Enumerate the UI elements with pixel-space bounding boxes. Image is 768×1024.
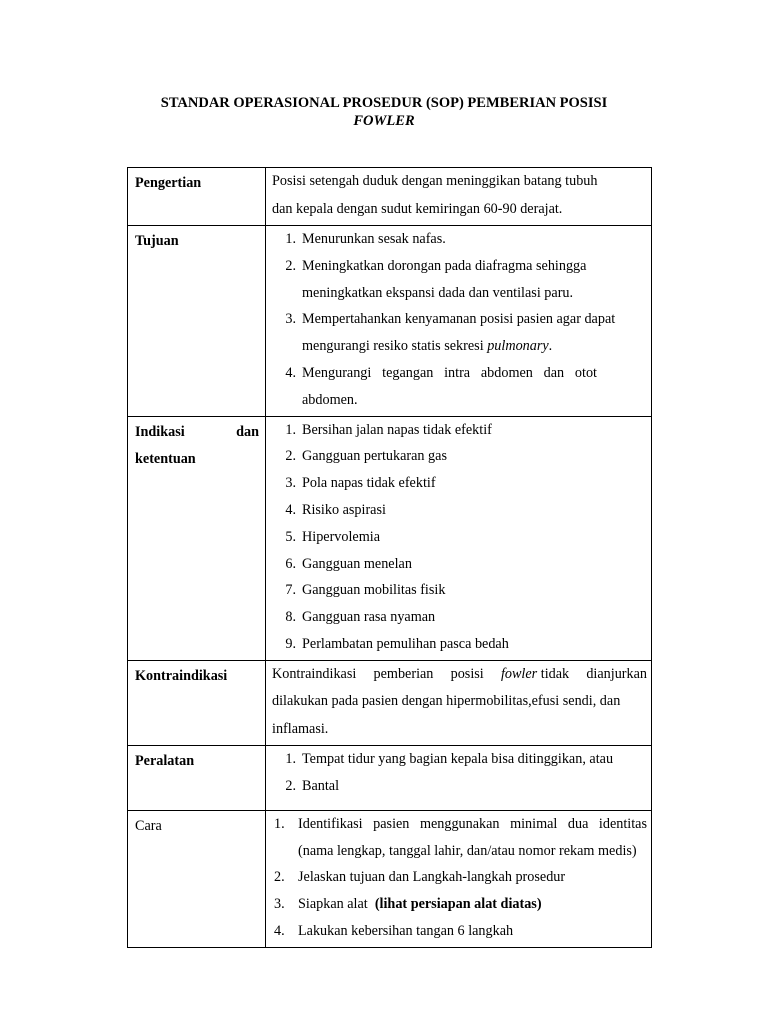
content-peralatan [266, 746, 652, 811]
label-indikasi: Indikasi dan ketentuan [128, 416, 266, 660]
kontraindikasi-line-2: dilakukan pada pasien dengan hipermobilitas,efusi sendi, dan [272, 693, 621, 710]
tujuan-4-line-1: Mengurangi tegangan intra abdomen dan otot [302, 364, 597, 381]
list-item: 8. Gangguan rasa nyaman [285, 609, 436, 626]
list-item: 2. Gangguan pertukaran gas [285, 448, 447, 465]
list-item: 3. Siapkan alat (lihat persiapan alat diatas) [274, 896, 542, 913]
list-item: 4. Risiko aspirasi [285, 501, 386, 518]
tujuan-3-line-2: mengurangi resiko statis sekresi pulmonary. [302, 338, 553, 355]
title-line-2: FOWLER [353, 113, 415, 129]
kontraindikasi-line-1: Kontraindikasi pemberian posisi fowler tidak dianjurkan [272, 665, 647, 682]
label-cara: Cara [128, 810, 266, 947]
list-item: 1. Tempat tidur yang bagian kepala bisa ditinggikan, atau [285, 751, 614, 768]
row-indikasi [128, 416, 652, 660]
label-peralatan: Peralatan [128, 746, 266, 811]
label-kontraindikasi: Kontraindikasi [128, 660, 266, 746]
list-item: 5. Hipervolemia [285, 528, 381, 545]
content-indikasi [266, 416, 652, 660]
row-cara [128, 810, 652, 947]
sop-table [127, 167, 652, 948]
list-item: 2. Bantal [285, 778, 340, 795]
list-item: 9. Perlambatan pemulihan pasca bedah [285, 635, 509, 652]
pengertian-line-1: Posisi setengah duduk dengan meninggikan batang tubuh [272, 173, 598, 189]
row-kontraindikasi [128, 660, 652, 746]
list-item: 2. Jelaskan tujuan dan Langkah-langkah prosedur [274, 869, 566, 886]
content-tujuan [266, 226, 652, 417]
list-item: 1. Identifikasi pasien menggunakan minimal dua identitas (nama lengkap, tanggal lahir, dan/atau nomor rekam medis) [272, 811, 647, 865]
cara-1-line-1: Identifikasi pasien menggunakan minimal dua identitas [298, 815, 647, 832]
list-item: 7. Gangguan mobilitas fisik [285, 582, 446, 599]
label-pengertian: Pengertian [128, 168, 266, 226]
content-kontraindikasi [266, 660, 652, 746]
tujuan-3-line-1: Mempertahankan kenyamanan posisi pasien agar dapat [302, 311, 616, 328]
row-pengertian [128, 168, 652, 226]
content-cara [266, 810, 652, 947]
row-tujuan [128, 226, 652, 417]
list-item: 3. Mempertahankan kenyamanan posisi pasien agar dapat mengurangi resiko statis sekresi pulmonary. [272, 306, 647, 360]
title-line-1: STANDAR OPERASIONAL PROSEDUR (SOP) PEMBERIAN POSISI [160, 95, 608, 111]
content-pengertian [266, 168, 652, 226]
list-item: 4. Mengurangi tegangan intra abdomen dan otot abdomen. [272, 360, 647, 414]
tujuan-2-line-2: meningkatkan ekspansi dada dan ventilasi paru. [302, 284, 574, 301]
kontraindikasi-line-3: inflamasi. [272, 720, 329, 737]
list-item: 1. Menurunkan sesak nafas. [285, 231, 446, 247]
tujuan-4-line-2: abdomen. [302, 391, 358, 408]
cara-1-line-2: (nama lengkap, tanggal lahir, dan/atau nomor rekam medis) [298, 842, 637, 859]
document-title [0, 94, 768, 130]
list-item: 4. Lakukan kebersihan tangan 6 langkah [274, 923, 514, 940]
row-peralatan [128, 746, 652, 811]
list-item: 6. Gangguan menelan [285, 555, 412, 572]
list-item: 2. Meningkatkan dorongan pada diafragma sehingga meningkatkan ekspansi dada dan ventilasi paru. [272, 253, 647, 307]
tujuan-2-line-1: Meningkatkan dorongan pada diafragma sehingga [302, 257, 587, 274]
list-item: 1. Bersihan jalan napas tidak efektif [285, 421, 492, 438]
pengertian-line-2: dan kepala dengan sudut kemiringan 60-90 derajat. [272, 200, 563, 217]
list-item: 3. Pola napas tidak efektif [285, 475, 436, 492]
label-tujuan: Tujuan [128, 226, 266, 417]
